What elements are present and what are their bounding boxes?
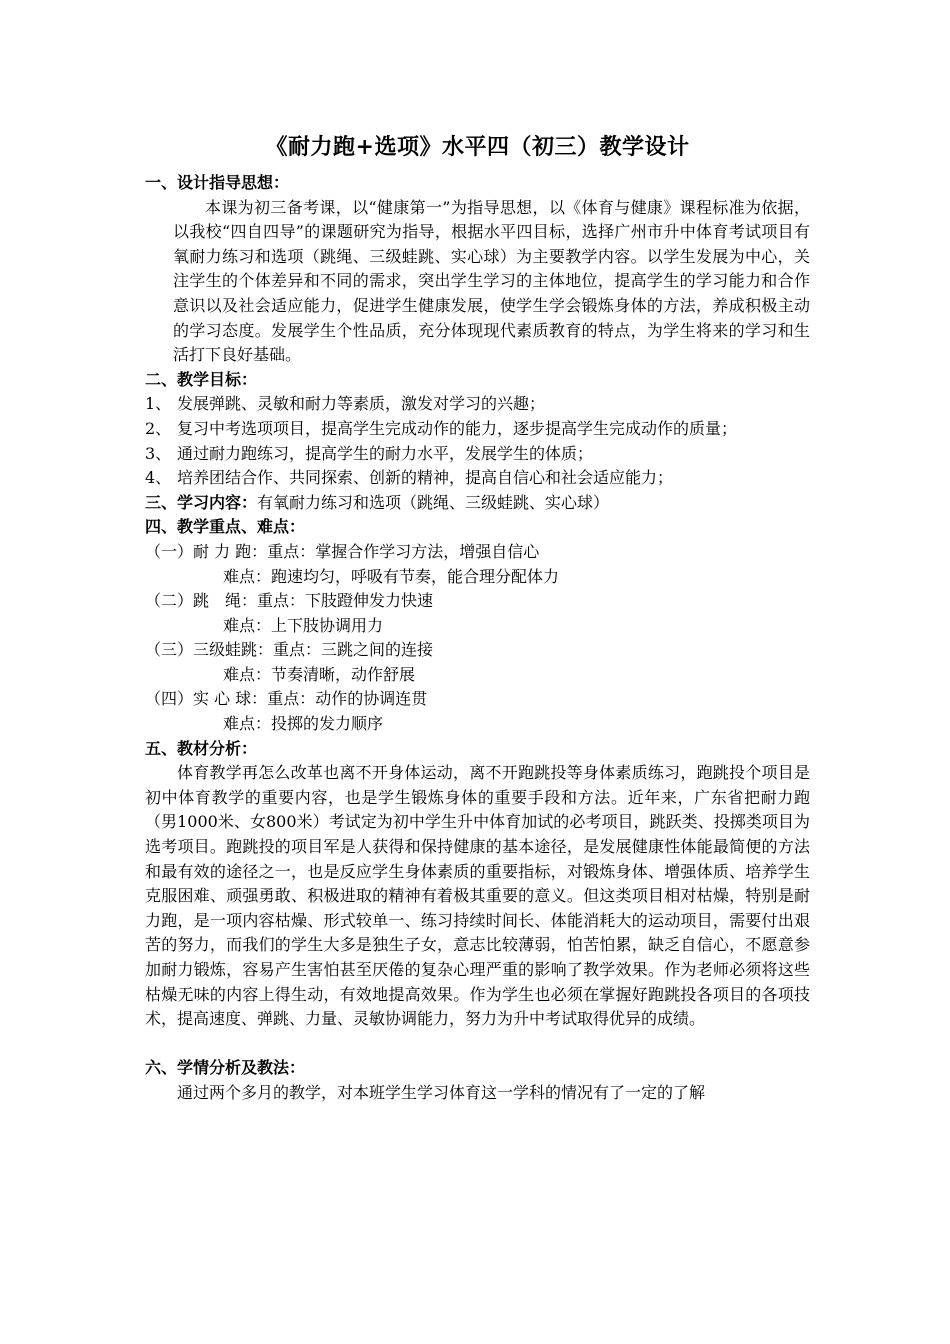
keypoint-hard: 难点：上下肢协调用力 — [223, 615, 384, 635]
keypoint-label: （四）实 心 球： — [145, 689, 268, 709]
objective-item — [145, 392, 810, 417]
document-title: 《耐力跑+选项》水平四（初三）教学设计 — [265, 134, 690, 160]
section4-heading: 四、教学重点、难点： — [145, 517, 306, 537]
keypoint-row — [145, 589, 810, 614]
keypoint-row — [145, 638, 810, 663]
objective-text: 培养团结合作、共同探索、创新的精神，提高自信心和社会适应能力； — [177, 468, 674, 488]
objective-item — [145, 417, 810, 442]
keypoint-key: 重点：掌握合作学习方法，增强自信心 — [267, 541, 540, 561]
keypoint-row — [145, 687, 810, 712]
keypoint-key: 重点：下肢蹬伸发力快速 — [257, 591, 434, 611]
objective-text: 发展弹跳、灵敏和耐力等素质，激发对学习的兴趣； — [177, 394, 546, 414]
section6-heading: 六、学情分析及教法： — [145, 1058, 306, 1078]
section5-body: 体育教学再怎么改革也离不开身体运动，离不开跑跳投等身体素质练习，跑跳投个项目是初中体育教学的重要内容，也是学生锻炼身体的重要手段和方法。近年来，广东省把耐力跑（男1000米、女800米）考试定为初中学生升中体育加试的必考项目，跳跃类、投掷类项目为选考项目。跑跳投的项目军是人获得和保持健康的基本途径，是发展健康性体能最简便的方法和最有效的途径之一，也是反应学生身体素质的重要指标，对锻炼身体、增强体质、培养学生克服困难、顽强勇敢、积极进取的精神有着极其重要的意义。但这类项目相对枯燥，特别是耐力跑，是一项内容枯燥、形式较单一、练习持续时间长、体能消耗大的运动项目，需要付出艰苦的努力，而我们的学生大多是独生子女，意志比较薄弱，怕苦怕累，缺乏自信心，不愿意参加耐力锻炼，容易产生害怕甚至厌倦的复杂心理严重的影响了教学效果。作为老师必须将这些枯燥无味的内容上得生动，有效地提高效果。作为学生也必须在掌握好跑跳投各项目的各项技术，提高速度、弹跳、力量、灵敏协调能力，努力为升中考试取得优异的成绩。 — [145, 763, 810, 1029]
keypoint-hard: 难点：投掷的发力顺序 — [223, 714, 384, 734]
document-page — [145, 130, 810, 1106]
objective-text: 复习中考选项项目，提高学生完成动作的能力，逐步提高学生完成动作的质量； — [177, 418, 738, 438]
section3-body: 有氧耐力练习和选项（跳绳、三级蛙跳、实心球） — [257, 492, 610, 512]
keypoint-label: （三）三级蛙跳： — [145, 640, 274, 660]
section2-heading: 二、教学目标： — [145, 369, 258, 389]
section6-body: 通过两个多月的教学，对本班学生学习体育这一学科的情况有了一定的了解 — [177, 1082, 706, 1102]
objective-number: 2、 — [145, 418, 172, 438]
section3-heading: 三、学习内容： — [145, 492, 258, 512]
objective-item — [145, 466, 810, 491]
objective-item — [145, 442, 810, 467]
section1-body: 本课为初三备考课，以“健康第一”为指导思想，以《体育与健康》课程标准为依据，以我校“四自四导”的课题研究为指导，根据水平四目标，选择广州市升中体育考试项目有氧耐力练习和选项（跳绳、三级蛙跳、实心球）为主要教学内容。以学生发展为中心，关注学生的个体差异和不同的需求，突出学生学习的主体地位，提高学生的学习能力和合作意识以及社会适应能力，促进学生健康发展，使学生学会锻炼身体的方法，养成积极主动的学习态度。发展学生个性品质，充分体现现代素质教育的特点，为学生将来的学习和生活打下良好基础。 — [173, 197, 810, 365]
keypoint-row — [145, 540, 810, 565]
keypoint-label: （二）跳 绳： — [145, 591, 258, 611]
section3-line — [145, 491, 810, 516]
keypoint-key: 重点：动作的协调连贯 — [267, 689, 428, 709]
keypoint-hard: 难点：跑速均匀，呼吸有节奏，能合理分配体力 — [223, 566, 560, 586]
objective-number: 1、 — [145, 394, 172, 414]
keypoint-key: 重点：三跳之间的连接 — [273, 640, 434, 660]
section5-heading: 五、教材分析： — [145, 738, 258, 758]
objective-number: 4、 — [145, 468, 172, 488]
section1-heading: 一、设计指导思想： — [145, 173, 290, 192]
objective-text: 通过耐力跑练习，提高学生的耐力水平，发展学生的体质； — [177, 443, 594, 463]
spacer — [145, 1032, 810, 1057]
keypoint-label: （一）耐 力 跑： — [145, 541, 268, 561]
objective-number: 3、 — [145, 443, 172, 463]
keypoint-hard: 难点：节奏清晰，动作舒展 — [223, 664, 416, 684]
